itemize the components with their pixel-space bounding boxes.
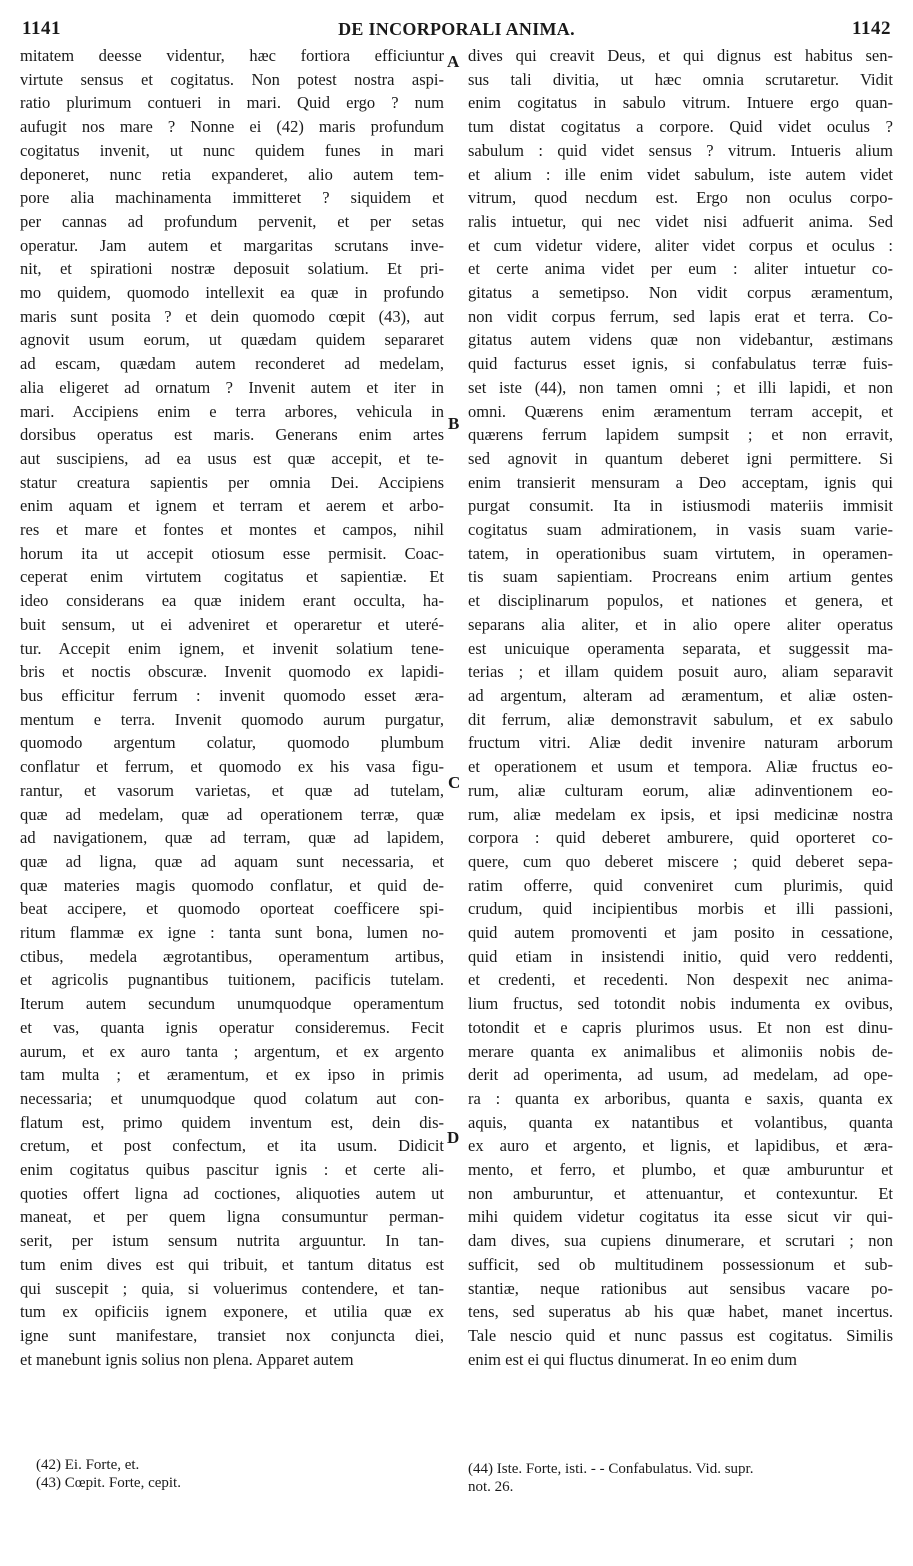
right-column-line: mihi quidem videtur cogitatus ita esse sicut vir qui- — [468, 1207, 893, 1227]
left-column-line: deponeret, nunc retia expanderet, alio autem tem- — [20, 164, 444, 184]
margin-marker-d: D — [447, 1128, 460, 1147]
right-column-line: et disciplinarum populos, et nationes et genera, et — [468, 591, 893, 611]
right-column-line: set iste (44), non tamen omni ; et illi lapidi, et non — [468, 377, 893, 397]
left-column-line: mari. Accipiens enim e terra arbores, vehicula in — [20, 401, 444, 421]
left-text-column — [20, 44, 444, 1371]
left-column-line: statur creatura sapientis per omnia Dei. Accipiens — [20, 472, 444, 492]
right-column-line: merare quanta ex animalibus et alimoniis nobis de- — [468, 1041, 893, 1061]
right-column-line: non vidit corpus ferrum, sed lapis erat et terra. Co- — [468, 306, 893, 326]
left-column-line: beat accipere, et quomodo oporteat coefficere spi- — [20, 899, 444, 919]
left-column-line: conflatur et ferrum, et quomodo ex his vasa figu- — [20, 757, 444, 777]
right-column-line: tens, sed superatus ab his quæ habet, manet incertus. — [468, 1302, 893, 1322]
right-column-line: et credenti, et recedenti. Non despexit nec anima- — [468, 970, 893, 990]
right-column-line: quærens ferrum lapidem sumpsit ; et non erravit, — [468, 425, 893, 445]
left-column-line: ctibus, medela ægrotantibus, operamentum artibus, — [20, 946, 444, 966]
right-column-line: ra : quanta ex arboribus, quanta e saxis, quanta ex — [468, 1088, 893, 1108]
left-column-line: ideo considerans ea quæ inidem erant occulta, ha- — [20, 591, 444, 611]
left-page-number: 1141 — [22, 18, 61, 39]
right-column-line: rum, aliæ culturam eorum, aliæ adinventionem eo- — [468, 780, 893, 800]
left-column-line: per cannas ad profundum pervenit, et per setas — [20, 211, 444, 231]
left-column-line: pore alia machinamenta immitteret ? siquidem et — [20, 188, 444, 208]
right-column-line: totondit et e capris plurimos usus. Et non est dinu- — [468, 1017, 893, 1037]
right-column-line: ex auro et argento, et lignis, et lapidibus, et æra- — [468, 1136, 893, 1156]
footnote-44-continued: not. 26. — [468, 1479, 514, 1495]
right-column-line: gitatus a semetipso. Non vidit corpus æramentum, — [468, 283, 893, 303]
left-column-line: quæ ad ligna, quæ ad aquam sunt necessaria, et — [20, 851, 444, 871]
right-column-line: quid autem promoventi et jam posito in cessatione, — [468, 923, 893, 943]
left-column-line: alia eligeret ad ornatum ? Invenit autem et iter in — [20, 377, 444, 397]
right-column-line: crudum, quid incipientibus morbis et illi passioni, — [468, 899, 893, 919]
right-column-line: aquis, quanta ex natantibus et volantibus, quanta — [468, 1112, 893, 1132]
right-column-line: non amburuntur, et attenuantur, et contexuntur. Et — [468, 1183, 893, 1203]
left-column-line: quoties offert ligna ad coctiones, aliquoties autem ut — [20, 1183, 444, 1203]
left-column-line: bris et noctis obscuræ. Invenit quomodo ex lapidi- — [20, 662, 444, 682]
right-column-line: quid facturus esset ignis, si confabulatus terræ fuis- — [468, 354, 893, 374]
left-column-line: ratio plurimum contueri in mari. Quid ergo ? num — [20, 93, 444, 113]
left-column-line: tum enim dives est qui tribuit, et tantum ditatus est — [20, 1254, 444, 1274]
left-column-line: enim aquam et ignem et terram et aerem et arbo- — [20, 496, 444, 516]
right-column-line: derit ad operimenta, ad usum, ad medelam, ad ope- — [468, 1065, 893, 1085]
right-column-line: separans alia aliter, et in alio opere aliter operatus — [468, 614, 893, 634]
left-column-line: ad escam, quædam autem reconderet ad medelam, — [20, 354, 444, 374]
right-column-line: dam dives, sua cupiens dinumerare, et scrutari ; non — [468, 1231, 893, 1251]
left-column-line: horum ita ut accepit otiosum esse permisit. Coac- — [20, 543, 444, 563]
left-column-line: quæ ad medelam, quæ ad operationem terræ, quæ — [20, 804, 444, 824]
margin-marker-a: A — [447, 52, 460, 71]
left-column-line: mitatem deesse videntur, hæc fortiora efficiuntur — [20, 46, 444, 65]
right-column-line: terias ; et illam quidem posuit auro, aliam separavit — [468, 662, 893, 682]
left-column-line: flatum est, primo quidem inventum est, dein dis- — [20, 1112, 444, 1132]
footnote-44: (44) Iste. Forte, isti. - - Confabulatus. Vid. supr. — [468, 1461, 754, 1477]
right-column-line: lium fructus, sed totondit nobis indumenta ex ovibus, — [468, 994, 893, 1014]
left-column-line: et vas, quanta ignis operatur consideremus. Fecit — [20, 1017, 444, 1037]
left-column-line: cogitatus invenit, ut nunc quidem funes in mari — [20, 140, 444, 160]
footnotes-right — [468, 1460, 893, 1496]
left-column-line: maneat, et per quem ligna consumuntur perman- — [20, 1207, 444, 1227]
right-column-line: et operationem et usum et tempora. Aliæ fructus eo- — [468, 757, 893, 777]
right-text-column — [468, 44, 893, 1371]
left-column-line: aufugit nos mare ? Nonne ei (42) maris profundum — [20, 117, 444, 137]
right-column-line: est unicuique operamenta separata, et suggessit ma- — [468, 638, 893, 658]
right-column-line: corpora : quid deberet amburere, quid oporteret co- — [468, 828, 893, 848]
left-column-line: quomodo argentum colatur, quomodo plumbum — [20, 733, 444, 753]
left-column-line: et agricolis pugnantibus tuitionem, pacificis tutelam. — [20, 970, 444, 990]
left-column-line: operatur. Jam autem et margaritas scrutans inve- — [20, 235, 444, 255]
footnotes-left — [36, 1456, 436, 1492]
left-column-line: necessaria; et unumquodque quod colatum aut con- — [20, 1088, 444, 1108]
right-column-line: tum distat cogitatus a corpore. Quid videt oculus ? — [468, 117, 893, 137]
left-column-line: mo quidem, quomodo intellexit ea quæ in profundo — [20, 283, 444, 303]
left-column-line: rantur, et vasorum varietas, et quæ ad tutelam, — [20, 780, 444, 800]
left-column-line: tum ex opificiis ignem exponere, et utilia quæ ex — [20, 1302, 444, 1322]
right-column-line: sed agnovit in quantum deberet igni permittere. Si — [468, 448, 893, 468]
right-column-line: rum, aliæ medelam ex ipsis, et ipsi medicinæ nostra — [468, 804, 893, 824]
right-column-line: quere, cum quo deberet miscere ; quid deberet sepa- — [468, 851, 893, 871]
footnote-43: (43) Cœpit. Forte, cepit. — [36, 1475, 181, 1491]
left-column-line: bus efficitur ferrum : invenit quomodo esset æra- — [20, 685, 444, 705]
right-column-line: ratim offerre, quid conveniret cum plurimis, quid — [468, 875, 893, 895]
left-column-line: tam multa ; et æramentum, et ex ipso in primis — [20, 1065, 444, 1085]
left-column-line: cretum, et post confectum, et ita usum. Didicit — [20, 1136, 444, 1156]
right-column-line: purgat consumit. Ita in istiusmodi materiis immisit — [468, 496, 893, 516]
left-column-line: aut suscipiens, ad ea usus est quæ accepit, et te- — [20, 448, 444, 468]
left-column-line: ritum flammæ ex igne : tanta sunt bona, lumen no- — [20, 923, 444, 943]
right-column-line: cogitatus suam admirationem, in vasis suam varie- — [468, 520, 893, 540]
right-column-line: tis suam sapientiam. Procreans enim artium gentes — [468, 567, 893, 587]
right-column-line: ralis intuetur, qui nec videt nisi adfuerit anima. Sed — [468, 211, 893, 231]
left-column-line: agnovit usum eorum, ut quædam quidem separaret — [20, 330, 444, 350]
right-column-line: gitatus autem videns quæ non videbantur, æstimans — [468, 330, 893, 350]
right-column-line: quid etiam in insistendi initio, quid vero reddenti, — [468, 946, 893, 966]
left-column-line: Iterum autem secundum unumquodque operamentum — [20, 994, 444, 1014]
right-column-line: et alium : ille enim videt sabulum, iste autem videt — [468, 164, 893, 184]
margin-marker-c: C — [448, 773, 461, 792]
right-column-line: tatem, in operationibus suam virtutem, in operamen- — [468, 543, 893, 563]
right-column-line: sus tali divitia, ut hæc omnia scrutaretur. Vidit — [468, 69, 893, 89]
left-column-line: serit, per istum sensum nutrita arguuntur. In tan- — [20, 1231, 444, 1251]
right-column-line: sufficit, sed ob multitudinem possessionum et sub- — [468, 1254, 893, 1274]
right-column-line: enim est ei qui fluctus dinumerat. In eo enim dum — [468, 1349, 798, 1369]
right-column-line: ad argentum, alteram ad æramentum, et aliæ osten- — [468, 685, 893, 705]
left-column-line: enim cogitatus quibus pascitur ignis : et certe ali- — [20, 1160, 444, 1180]
right-column-line: fructum vitri. Aliæ dedit invenire naturam arborum — [468, 733, 893, 753]
right-column-line: dives qui creavit Deus, et qui dignus est habitus sen- — [468, 46, 893, 65]
left-column-line: ad navigationem, quæ ad terram, quæ ad lapidem, — [20, 828, 444, 848]
margin-marker-b: B — [448, 414, 460, 433]
right-column-line: omni. Quærens enim æramentum terram accepit, et — [468, 401, 893, 421]
left-column-line: qui suscepit ; quia, si voluerimus contendere, et tan- — [20, 1278, 444, 1298]
right-column-line: mento, et ferro, et plumbo, et quæ amburuntur et — [468, 1160, 893, 1180]
right-page-number: 1142 — [852, 18, 891, 39]
running-header — [22, 18, 891, 42]
left-column-line: dorsibus operatus est maris. Generans enim artes — [20, 425, 444, 445]
running-title: DE INCORPORALI ANIMA. — [338, 19, 575, 39]
right-column-line: et cum videtur videre, aliter videt corpus et oculus : — [468, 235, 893, 255]
left-column-line: ceperat enim virtutem cogitatus et sapientiæ. Et — [20, 567, 444, 587]
right-column-line: stantiæ, neque rationibus aut sensibus vacare po- — [468, 1278, 893, 1298]
right-column-line: enim cogitatus in sabulo vitrum. Intuere ergo quan- — [468, 93, 893, 113]
right-column-line: enim transierit mensuram a Deo acceptam, ignis qui — [468, 472, 893, 492]
left-column-line: nit, et spirationi nostræ deposuit solatium. Et pri- — [20, 259, 444, 279]
left-column-line: maris sunt posita ? et dein quomodo cœpit (43), aut — [20, 306, 444, 326]
right-column-line: Tale nescio quid et nunc passus est cogitatus. Similis — [468, 1325, 893, 1345]
right-column-line: et certe anima videt per eum : aliter intuetur co- — [468, 259, 893, 279]
left-column-line: aurum, et ex auro tanta ; argentum, et ex argento — [20, 1041, 444, 1061]
left-column-line: res et mare et fontes et montes et campos, nihil — [20, 520, 444, 540]
left-column-line: buit sensum, ut ei adveniret et operaretur et uteré- — [20, 614, 444, 634]
right-column-line: sabulum : quid videt sensus ? vitrum. Intueris alium — [468, 140, 893, 160]
left-column-line: mentum e terra. Invenit quomodo aurum purgatur, — [20, 709, 444, 729]
left-column-line: et manebunt ignis solius non plena. Apparet autem — [20, 1349, 354, 1369]
left-column-line: virtute sensus et cogitatus. Non potest nostra aspi- — [20, 69, 444, 89]
right-column-line: dit ferrum, aliæ demonstravit sabulum, et ex sabulo — [468, 709, 893, 729]
left-column-line: quæ materies magis quomodo conflatur, et quid de- — [20, 875, 444, 895]
footnote-42: (42) Ei. Forte, et. — [36, 1457, 140, 1473]
right-column-line: vitrum, quod necdum est. Ergo non oculus corpo- — [468, 188, 893, 208]
left-column-line: tur. Accepit enim ignem, et invenit solatium tene- — [20, 638, 444, 658]
left-column-line: igne sunt manifestare, transiet nox conjuncta diei, — [20, 1325, 444, 1345]
